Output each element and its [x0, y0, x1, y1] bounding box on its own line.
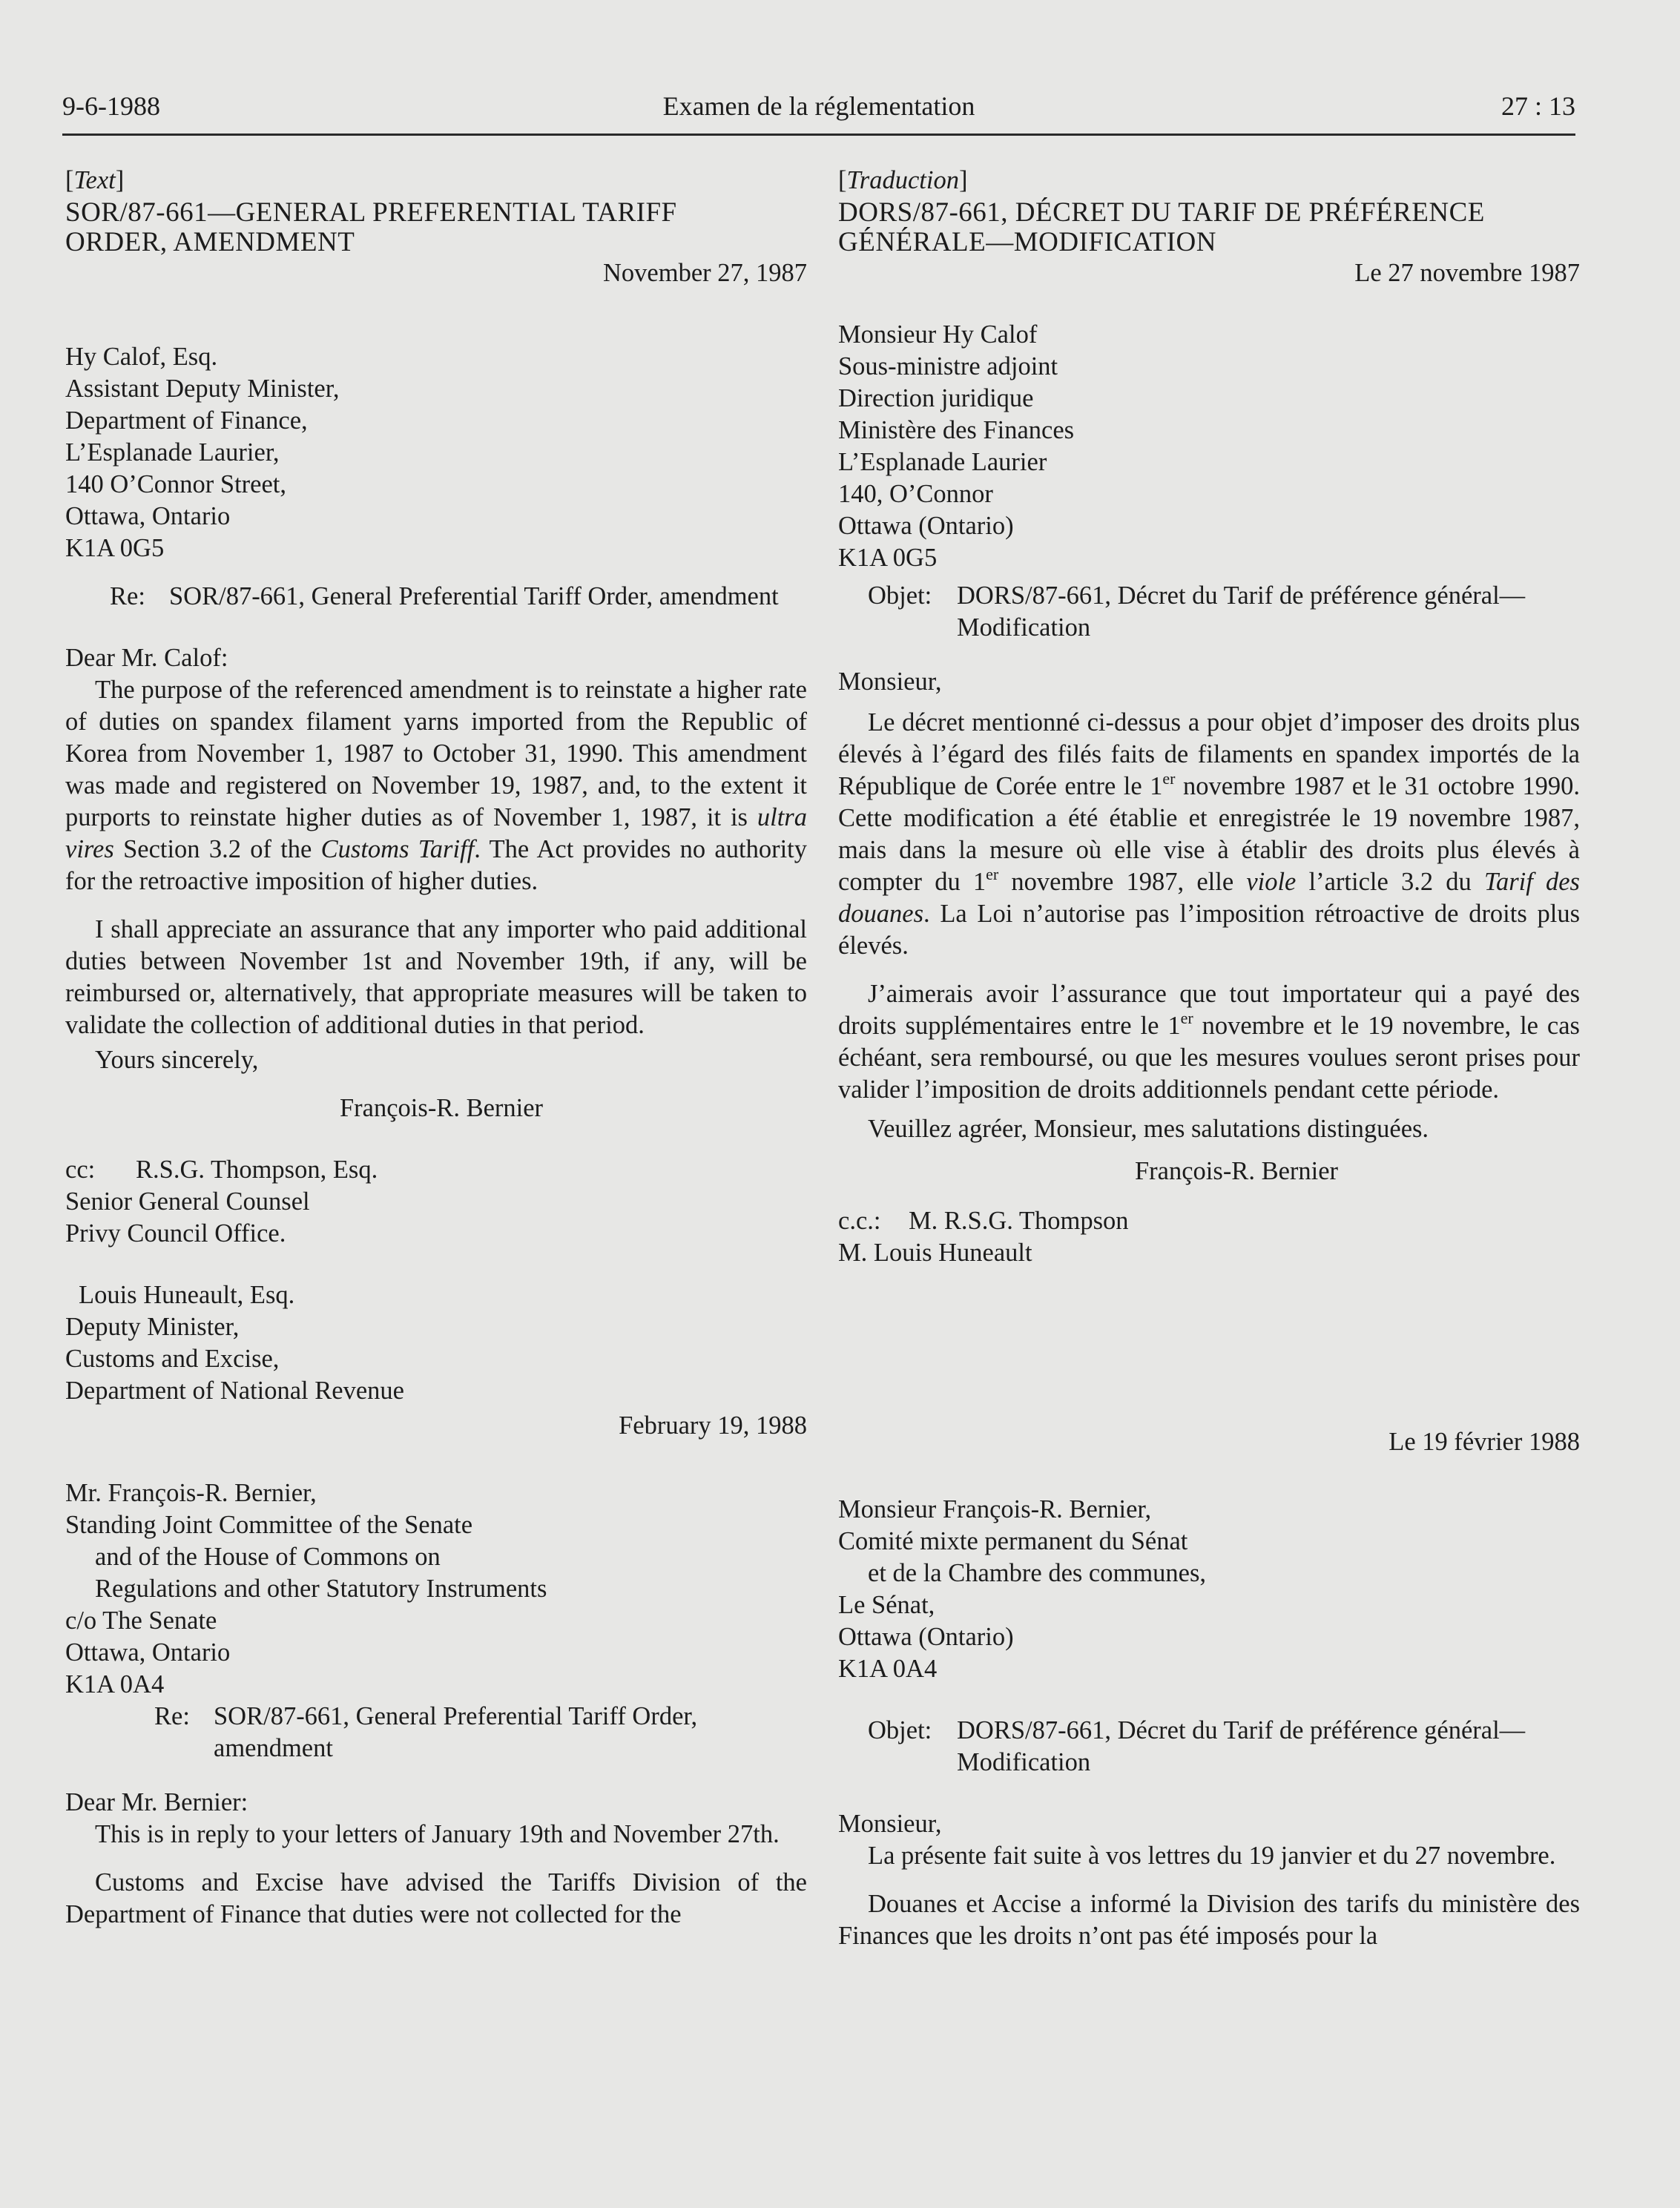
emphasis-text: ultra vires	[65, 803, 807, 863]
letter1-addressee	[65, 341, 807, 564]
letter2-addressee	[838, 1494, 1580, 1685]
text-tag-label: Text	[73, 166, 116, 194]
cc-line: M. Louis Huneault	[838, 1239, 1032, 1267]
paragraph-text: . La Loi n’autorise pas l’imposition rétroactive de droits plus élevés.	[838, 900, 1580, 960]
section-heading-line1: DORS/87-661, DÉCRET DU TARIF DE PRÉFÉRENCE	[838, 197, 1485, 228]
section-heading-line1: SOR/87-661—GENERAL PREFERENTIAL TARIFF	[65, 197, 677, 228]
emphasis-text: Tarif des douanes	[838, 868, 1580, 928]
french-column	[838, 165, 1580, 1952]
letter1-addressee	[838, 319, 1580, 574]
emphasis-text: Customs Tariff	[320, 835, 475, 863]
subject-label: Objet:	[868, 581, 932, 610]
header-title: Examen de la réglementation	[662, 91, 975, 121]
paragraph-text: novembre 1987 et le 31 octobre 1990. Cette modification a été établie et enregistrée le 19 novembre 1987, mais dans la mesure où elle vise à établir des droits plus élevés à compter du 1	[838, 772, 1581, 896]
letter1-closing: Veuillez agréer, Monsieur, mes salutations distinguées.	[868, 1115, 1429, 1143]
cc-line: Senior General Counsel	[65, 1187, 310, 1216]
cc-recipient: R.S.G. Thompson, Esq.	[136, 1156, 378, 1184]
letter1-cc	[65, 1154, 807, 1186]
letter2-salutation: Dear Mr. Bernier:	[65, 1788, 248, 1816]
addressee-line: Ottawa (Ontario)	[838, 512, 1014, 540]
letter1-subject	[838, 580, 1580, 644]
paragraph-text: Le décret mentionné ci-dessus a pour objet d’imposer des droits plus élevés à l’égard des filés faits de filaments en spandex importés de la République de Corée entre le 1	[838, 708, 1580, 800]
paragraph-text: The purpose of the referenced amendment is to reinstate a higher rate of duties on spandex filament yarns imported from the Republic of Korea from November 1, 1987 to October 31, 1990. This amendment was made and registered on November 19, 1987, and, to the extent it purports to reinstate higher duties as of November 1, 1987, it is	[65, 676, 807, 831]
letter1-salutation: Monsieur,	[838, 668, 942, 696]
addressee-line: Ministère des Finances	[838, 416, 1075, 444]
cc-label: cc:	[65, 1156, 96, 1184]
addressee-line: Direction juridique	[838, 384, 1034, 412]
addressee-line: L’Esplanade Laurier	[838, 448, 1047, 476]
addressee-line: K1A 0A4	[65, 1670, 165, 1698]
running-header	[62, 90, 1575, 136]
section-heading-line2: GÉNÉRALE—MODIFICATION	[838, 227, 1216, 257]
letter2-paragraph-2: Douanes et Accise a informé la Division des tarifs du ministère des Finances que les droits n’ont pas été imposés pour la	[838, 1890, 1580, 1950]
addressee-line: 140 O’Connor Street,	[65, 470, 287, 498]
letter1-signature: François-R. Bernier	[1135, 1157, 1339, 1185]
addressee-line: 140, O’Connor	[838, 480, 993, 508]
letter1-salutation: Dear Mr. Calof:	[65, 644, 228, 672]
superscript: er	[986, 865, 999, 883]
letter2-paragraph-1: La présente fait suite à vos lettres du 19 janvier et du 27 novembre.	[868, 1842, 1556, 1870]
addressee-line: Assistant Deputy Minister,	[65, 375, 340, 403]
subject-text: SOR/87-661, General Preferential Tariff Order, amendment	[214, 1702, 698, 1762]
header-page-number: 27 : 13	[1501, 91, 1575, 121]
letter2-addressee	[65, 1477, 807, 1701]
addressee-line: c/o The Senate	[65, 1606, 217, 1635]
subject-text: DORS/87-661, Décret du Tarif de préférence général—Modification	[957, 1716, 1526, 1776]
letter2-paragraph-2: Customs and Excise have advised the Tariffs Division of the Department of Finance that duties were not collected for the	[65, 1868, 807, 1928]
letter1-paragraph-2	[838, 978, 1580, 1106]
addressee-line: K1A 0G5	[838, 544, 938, 572]
addressee-line: and of the House of Commons on	[95, 1543, 441, 1571]
addressee-line: Standing Joint Committee of the Senate	[65, 1511, 473, 1539]
addressee-line: L’Esplanade Laurier,	[65, 438, 280, 467]
header-date: 9-6-1988	[62, 91, 160, 121]
letter1-paragraph-2: I shall appreciate an assurance that any importer who paid additional duties between November 1st and November 19th, if any, will be reimbursed or, alternatively, that appropriate measures will be taken to validate the collection of additional duties in that period.	[65, 915, 807, 1039]
addressee-line: Mr. François-R. Bernier,	[65, 1479, 317, 1507]
letter2-subject	[65, 1701, 807, 1764]
paragraph-text: novembre et le 19 novembre, le cas échéant, sera remboursé, ou que les mesures voulues seront prises pour valider l’imposition de droits additionnels pendant cette période.	[838, 1012, 1580, 1104]
addressee-line: K1A 0G5	[65, 534, 165, 562]
addressee-line: Regulations and other Statutory Instruments	[95, 1575, 547, 1603]
letter1-paragraph-1	[65, 674, 807, 897]
addressee-line: Monsieur Hy Calof	[838, 320, 1038, 349]
cc-line: Louis Huneault, Esq.	[79, 1281, 295, 1309]
addressee-line: Ottawa, Ontario	[65, 502, 231, 530]
subject-label: Re:	[110, 582, 145, 610]
letter2-date: Le 19 février 1988	[1389, 1428, 1580, 1456]
addressee-line: K1A 0A4	[838, 1655, 938, 1683]
subject-label: Re:	[154, 1702, 190, 1730]
addressee-line: Ottawa (Ontario)	[838, 1623, 1014, 1651]
letter1-date: Le 27 novembre 1987	[1354, 259, 1580, 287]
cc-line: Customs and Excise,	[65, 1345, 280, 1373]
letter1-paragraph-1	[838, 707, 1580, 962]
letter1-cc	[838, 1205, 1580, 1237]
letter1-cc-second	[65, 1279, 807, 1407]
cc-recipient: M. R.S.G. Thompson	[909, 1207, 1129, 1235]
translation-tag: [Traduction]	[838, 166, 968, 194]
addressee-line: et de la Chambre des communes,	[868, 1559, 1207, 1587]
letter2-subject	[838, 1715, 1580, 1779]
paragraph-text: l’article 3.2 du	[1296, 868, 1484, 896]
addressee-line: Ottawa, Ontario	[65, 1638, 231, 1667]
letter1-closing: Yours sincerely,	[95, 1046, 259, 1074]
superscript: er	[1180, 1009, 1193, 1027]
emphasis-text: viole	[1246, 868, 1297, 896]
superscript: er	[1162, 769, 1176, 788]
subject-text: SOR/87-661, General Preferential Tariff Order, amendment	[169, 582, 779, 610]
letter1-signature: François-R. Bernier	[340, 1094, 544, 1122]
addressee-line: Sous-ministre adjoint	[838, 352, 1058, 380]
paragraph-text: Section 3.2 of the	[113, 835, 321, 863]
section-heading-line2: ORDER, AMENDMENT	[65, 227, 355, 257]
addressee-line: Le Sénat,	[838, 1591, 935, 1619]
letter2-paragraph-1: This is in reply to your letters of January 19th and November 27th.	[95, 1820, 780, 1848]
text-tag: [Text]	[65, 166, 125, 194]
addressee-line: Hy Calof, Esq.	[65, 343, 218, 371]
paragraph-text: novembre 1987, elle	[998, 868, 1247, 896]
english-column	[65, 165, 807, 1931]
addressee-line: Monsieur François-R. Bernier,	[838, 1495, 1152, 1523]
paragraph-text: J’aimerais avoir l’assurance que tout importateur qui a payé des droits supplémentaires entre le 1	[838, 980, 1580, 1040]
letter1-subject	[65, 581, 807, 613]
subject-text: DORS/87-661, Décret du Tarif de préférence général—Modification	[957, 581, 1526, 642]
letter1-date: November 27, 1987	[603, 259, 807, 287]
cc-label: c.c.:	[838, 1207, 881, 1235]
paragraph-text: . The Act provides no authority for the retroactive imposition of higher duties.	[65, 835, 807, 895]
cc-line: Privy Council Office.	[65, 1219, 286, 1248]
addressee-line: Department of Finance,	[65, 406, 308, 435]
cc-line: Department of National Revenue	[65, 1377, 404, 1405]
letter2-salutation: Monsieur,	[838, 1810, 942, 1838]
cc-line: Deputy Minister,	[65, 1313, 240, 1341]
letter2-date: February 19, 1988	[619, 1411, 807, 1440]
subject-label: Objet:	[868, 1716, 932, 1744]
translation-tag-label: Traduction	[846, 166, 959, 194]
addressee-line: Comité mixte permanent du Sénat	[838, 1527, 1188, 1555]
